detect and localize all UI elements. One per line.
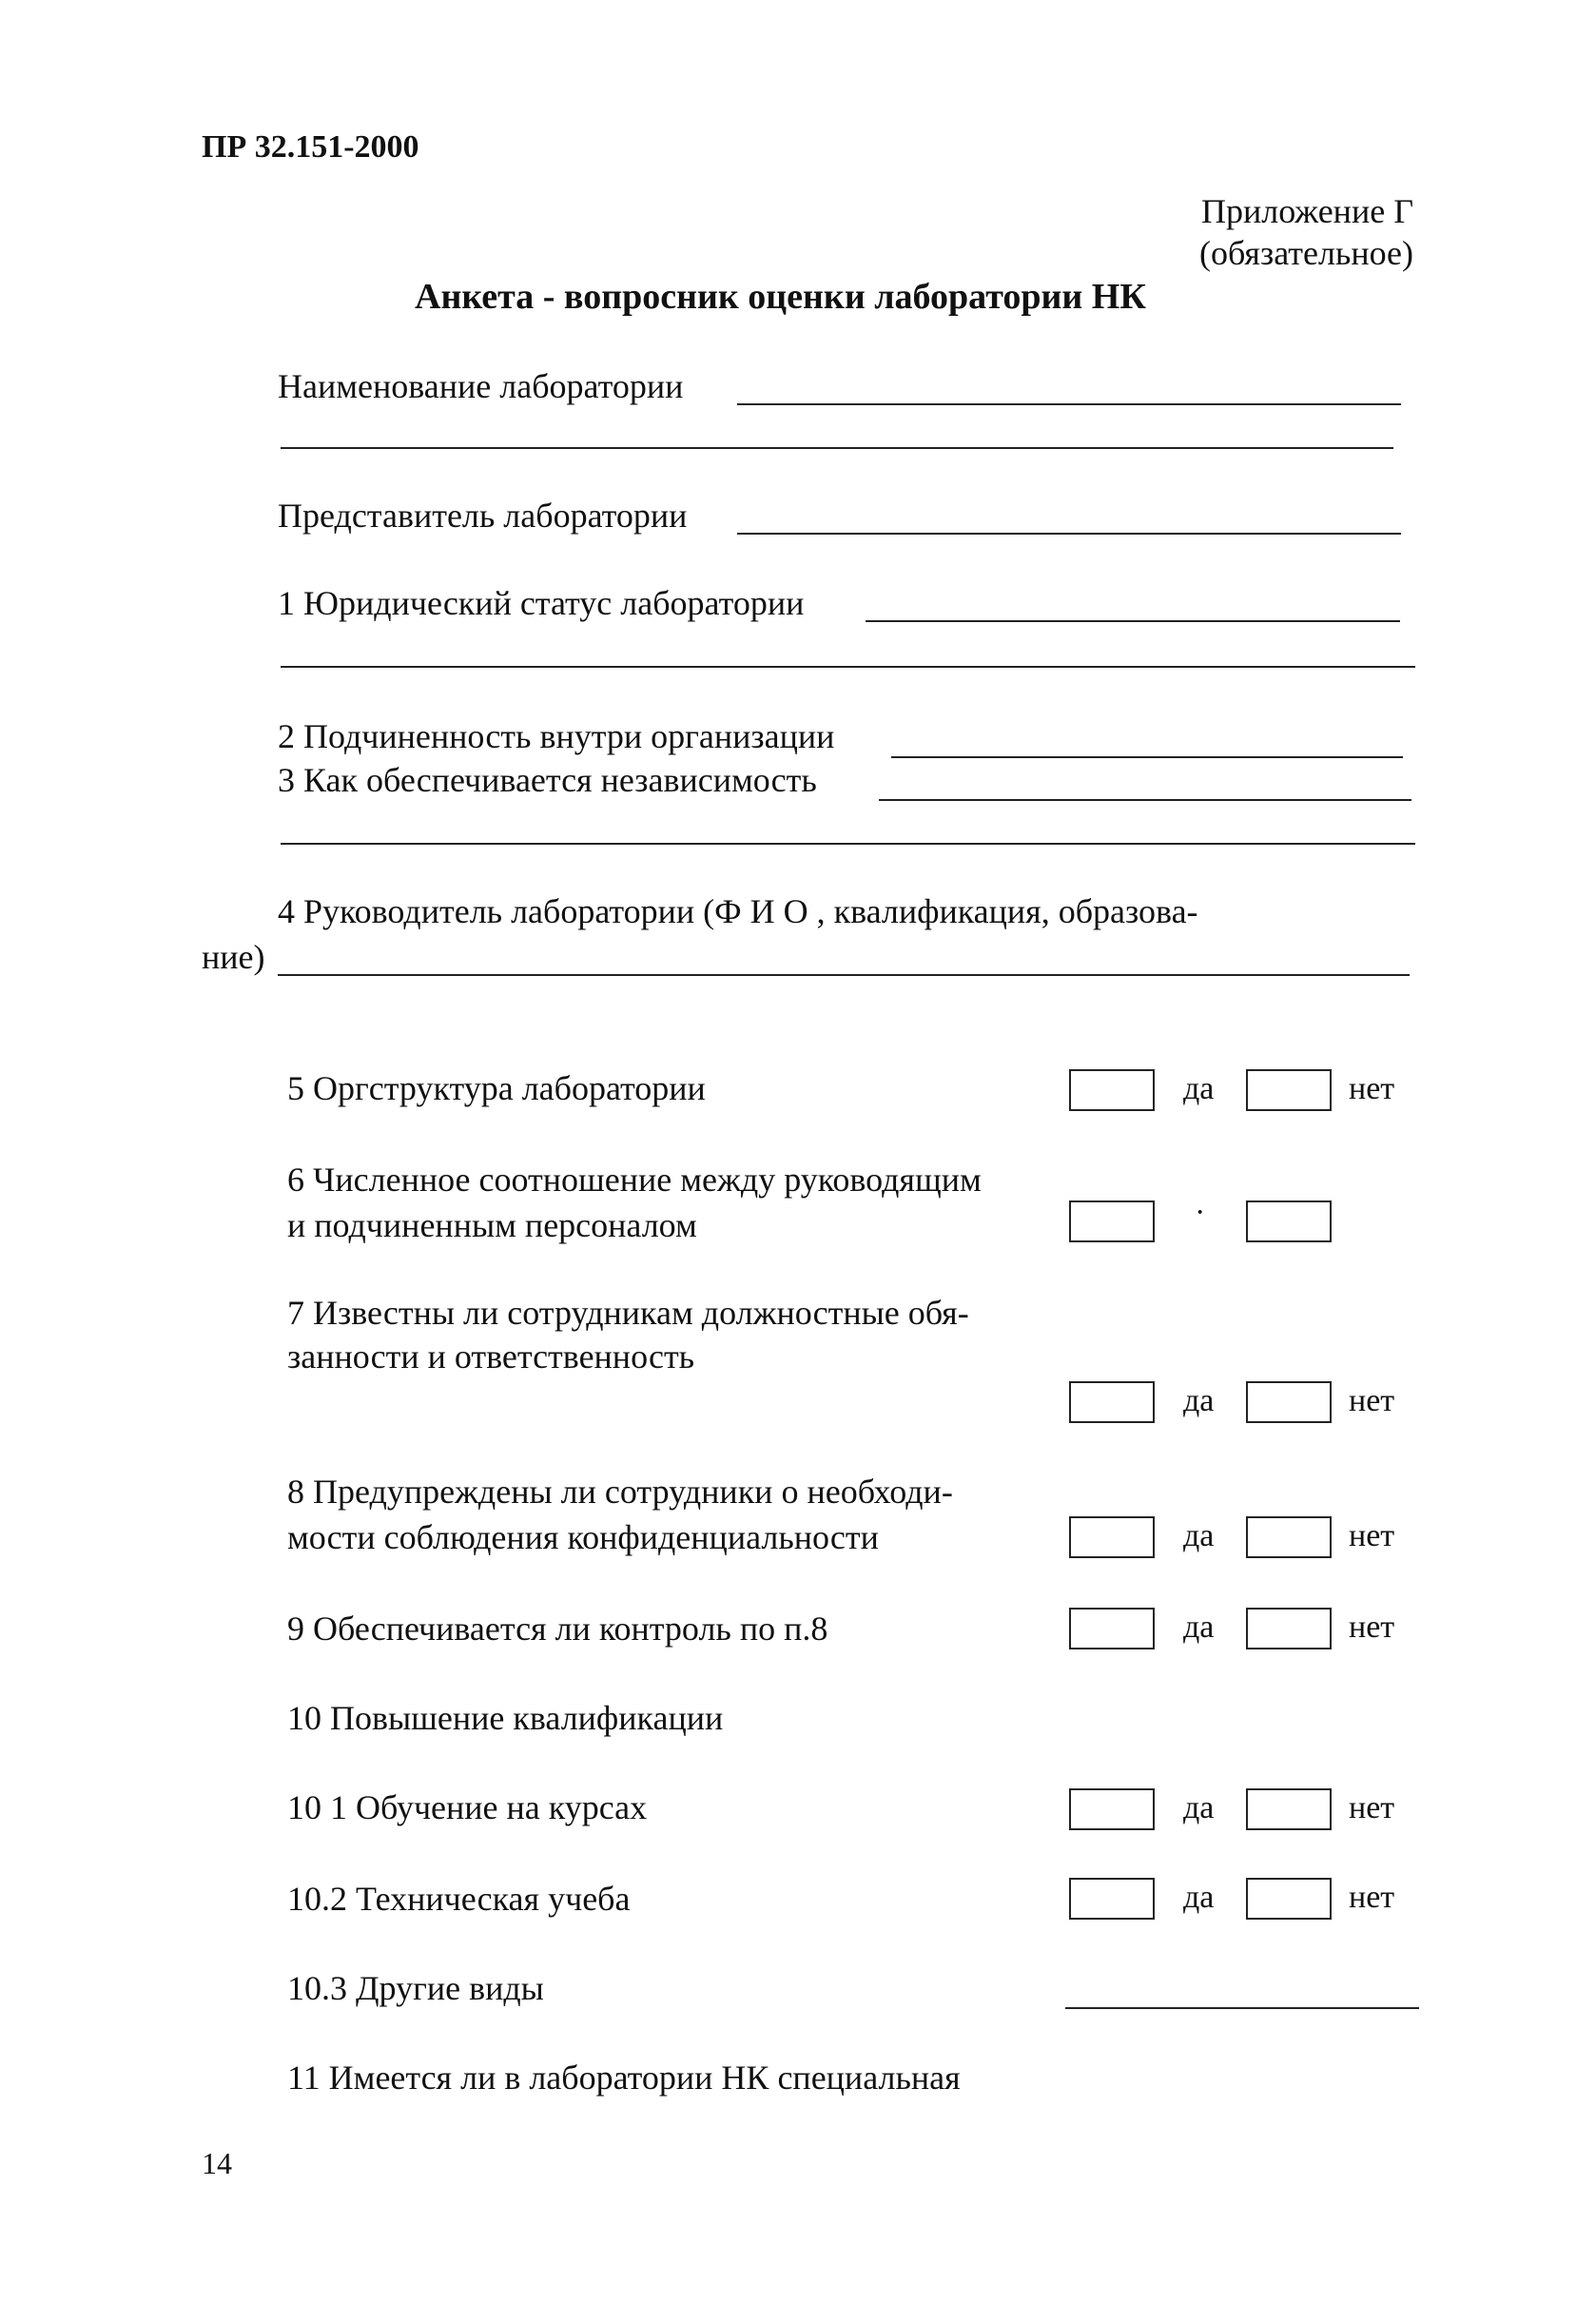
q5-label: 5 Оргструктура лаборатории	[287, 1069, 706, 1107]
q8-no-checkbox[interactable]	[1246, 1516, 1332, 1558]
lab-name-field-continued[interactable]	[281, 447, 1393, 449]
q10-3-label: 10.3 Другие виды	[287, 1969, 544, 2007]
q10-3-field[interactable]	[1065, 2007, 1419, 2009]
q7-yes-label: да	[1183, 1383, 1215, 1418]
form-title: Анкета - вопросник оценки лаборатории НК	[415, 277, 1146, 317]
q8-yes-checkbox[interactable]	[1069, 1516, 1155, 1558]
q7-no-label: нет	[1349, 1383, 1395, 1418]
q8-label-continued: мости соблюдения конфиденциальности	[287, 1518, 879, 1556]
q10-2-no-label: нет	[1349, 1880, 1395, 1915]
q1-field-continued[interactable]	[281, 666, 1415, 668]
q10-2-yes-checkbox[interactable]	[1069, 1878, 1155, 1920]
appendix-label: Приложение Г	[1200, 192, 1413, 230]
page-number: 14	[202, 2146, 232, 2180]
q2-field[interactable]	[891, 756, 1403, 758]
lab-name-field[interactable]	[737, 403, 1401, 405]
q4-field[interactable]	[278, 974, 1410, 976]
q6-manager-count-box[interactable]	[1069, 1200, 1155, 1242]
q9-no-checkbox[interactable]	[1246, 1608, 1332, 1649]
q7-yes-checkbox[interactable]	[1069, 1381, 1155, 1423]
q8-yes-label: да	[1183, 1518, 1215, 1553]
q7-label-continued: занности и ответственность	[287, 1337, 695, 1376]
q8-no-label: нет	[1349, 1518, 1395, 1553]
q8-label: 8 Предупреждены ли сотрудники о необходи-	[287, 1473, 953, 1511]
q3-field[interactable]	[879, 799, 1411, 801]
q7-no-checkbox[interactable]	[1246, 1381, 1332, 1423]
q6-label-continued: и подчиненным персоналом	[287, 1206, 697, 1244]
q10-1-no-label: нет	[1349, 1790, 1395, 1825]
q7-label: 7 Известны ли сотрудникам должностные обя-	[287, 1294, 969, 1332]
q9-yes-label: да	[1183, 1610, 1215, 1645]
appendix-note: (обязательное)	[1199, 234, 1413, 272]
representative-field[interactable]	[737, 533, 1401, 535]
q5-no-label: нет	[1349, 1071, 1395, 1106]
q3-label: 3 Как обеспечивается независимость	[278, 761, 817, 799]
q2-label: 2 Подчиненность внутри организации	[278, 717, 835, 755]
q10-2-label: 10.2 Техническая учеба	[287, 1880, 631, 1918]
q3-field-continued[interactable]	[281, 843, 1415, 845]
q4-label: 4 Руководитель лаборатории (Ф И О , квалификация, образова-	[278, 892, 1198, 930]
q10-1-no-checkbox[interactable]	[1246, 1788, 1332, 1830]
q10-2-no-checkbox[interactable]	[1246, 1878, 1332, 1920]
q4-label-continued: ние)	[202, 938, 265, 976]
q9-no-label: нет	[1349, 1610, 1395, 1645]
q11-label: 11 Имеется ли в лаборатории НК специальная	[287, 2059, 961, 2097]
q10-1-yes-checkbox[interactable]	[1069, 1788, 1155, 1830]
q10-label: 10 Повышение квалификации	[287, 1699, 724, 1737]
q6-label: 6 Численное соотношение между руководящим	[287, 1161, 982, 1199]
q5-no-checkbox[interactable]	[1246, 1069, 1332, 1111]
lab-name-label: Наименование лаборатории	[278, 367, 684, 405]
q10-1-label: 10 1 Обучение на курсах	[287, 1788, 648, 1826]
q9-label: 9 Обеспечивается ли контроль по п.8	[287, 1610, 828, 1648]
q10-1-yes-label: да	[1183, 1790, 1215, 1825]
q1-field[interactable]	[866, 620, 1400, 622]
q1-label: 1 Юридический статус лаборатории	[278, 584, 805, 622]
representative-label: Представитель лаборатории	[278, 497, 688, 535]
document-code: ПР 32.151-2000	[202, 129, 419, 165]
q5-yes-label: да	[1183, 1071, 1215, 1106]
q10-2-yes-label: да	[1183, 1880, 1215, 1915]
q6-ratio-separator: ·	[1195, 1195, 1206, 1230]
q5-yes-checkbox[interactable]	[1069, 1069, 1155, 1111]
q6-staff-count-box[interactable]	[1246, 1200, 1332, 1242]
q9-yes-checkbox[interactable]	[1069, 1608, 1155, 1649]
